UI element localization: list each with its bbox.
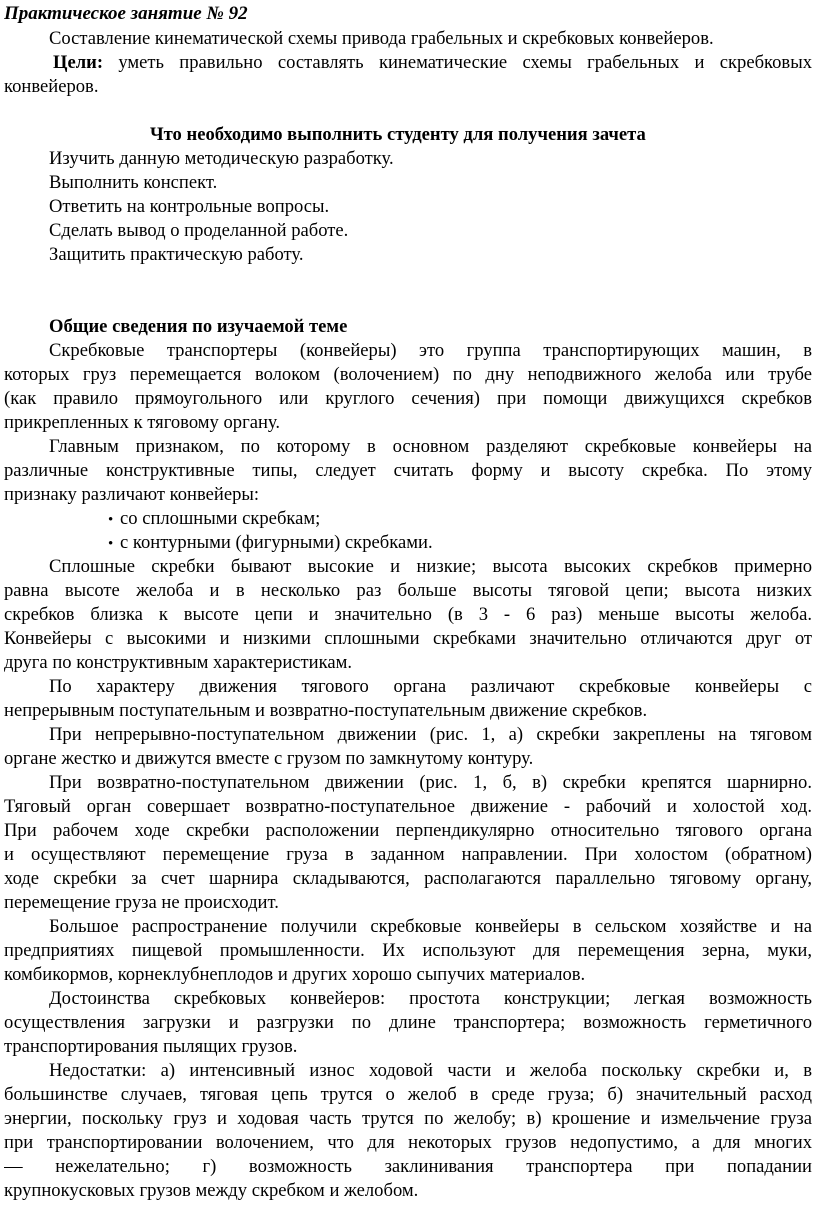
text-line: транспортирования пылящих грузов. — [4, 1036, 298, 1057]
text-line: Скребковые транспортеры (конвейеры) это группа транспортирующих машин, в — [49, 340, 812, 361]
task-item: Защитить практическую работу. — [49, 244, 304, 265]
bullet-item — [108, 531, 816, 556]
tasks-heading: Что необходимо выполнить студенту для получения зачета — [150, 124, 646, 145]
text-line: признаку различают конвейеры: — [4, 484, 260, 505]
text-line: ходе скребки за счет шарнира складываются, располагаются параллельно тяговому органу, — [4, 868, 812, 889]
text-line: При рабочем ходе скребки расположении перпендикулярно относительно тягового органа — [4, 820, 812, 841]
bullet-item — [108, 507, 816, 532]
text-line: Сплошные скребки бывают высокие и низкие; высота высоких скребков примерно — [49, 556, 812, 577]
goal-label: Цели: — [53, 52, 104, 73]
task-item: Сделать вывод о проделанной работе. — [49, 220, 349, 241]
text-line: крупнокусковых грузов между скребком и желобом. — [4, 1180, 419, 1201]
text-line: различные конструктивные типы, следует считать форму и высоту скребка. По этому — [4, 460, 812, 481]
text-line: прикрепленных к тяговому органу. — [4, 412, 280, 433]
goal-line — [4, 51, 812, 75]
task-item: Ответить на контрольные вопросы. — [49, 196, 330, 217]
text-line: комбикормов, корнеклубнеплодов и других хорошо сыпучих материалов. — [4, 964, 586, 985]
text-line: По характеру движения тягового органа различают скребковые конвейеры с — [49, 676, 812, 697]
task-item: Выполнить конспект. — [49, 172, 218, 193]
text-line: друга по конструктивным характеристикам. — [4, 652, 353, 673]
text-line: энергии, поскольку груз и ходовая часть трутся по желобу; в) крошение и измельчение груза — [4, 1108, 812, 1129]
text-line: осуществления загрузки и разгрузки по длине транспортера; возможность герметичного — [4, 1012, 812, 1033]
bullet-text: со сплошными скребкам; — [120, 508, 321, 529]
text-line: и осуществляют перемещение груза в заданном направлении. При холостом (обратном) — [4, 844, 812, 865]
text-line: при транспортировании волочением, что для некоторых грузов недопустимо, а для многих — [4, 1132, 812, 1153]
text-line: (как правило прямоугольного или круглого сечения) при помощи движущихся скребков — [4, 388, 812, 409]
info-heading: Общие сведения по изучаемой теме — [49, 316, 348, 337]
text-line: — нежелательно; г) возможность заклинивания транспортера при попадании — [4, 1156, 812, 1177]
text-line: предприятиях пищевой промышленности. Их используют для перемещения зерна, муки, — [4, 940, 812, 961]
goal-text: уметь правильно составлять кинематические схемы грабельных и скребковых — [103, 52, 812, 73]
text-line: Достоинства скребковых конвейеров: простота конструкции; легкая возможность — [49, 988, 812, 1009]
text-line: большинстве случаев, тяговая цепь трутся о желоб в среде груза; б) значительный расход — [4, 1084, 812, 1105]
task-item: Изучить данную методическую разработку. — [49, 148, 394, 169]
text-line: Большое распространение получили скребковые конвейеры в сельском хозяйстве и на — [49, 916, 812, 937]
text-line: скребков близка к высоте цепи и значительно (в 3 - 6 раз) меньше высоты желоба. — [4, 604, 812, 625]
text-line: Конвейеры с высокими и низкими сплошными скребками значительно отличаются друг от — [4, 628, 812, 649]
bullet-dot-icon: • — [108, 512, 114, 528]
text-line: равна высоте желоба и в несколько раз больше высоты тяговой цепи; высота низких — [4, 580, 812, 601]
page-title: Практическое занятие № 92 — [4, 3, 248, 24]
goal-text-cont: конвейеров. — [4, 76, 99, 97]
text-line: Главным признаком, по которому в основном разделяют скребковые конвейеры на — [49, 436, 812, 457]
text-line: Тяговый орган совершает возвратно-поступательное движение - рабочий и холостой ход. — [4, 796, 812, 817]
text-line: При возвратно-поступательном движении (рис. 1, б, в) скребки крепятся шарнирно. — [49, 772, 812, 793]
bullet-dot-icon: • — [108, 536, 114, 552]
text-line: которых груз перемещается волоком (волочением) по дну неподвижного желоба или трубе — [4, 364, 812, 385]
text-line: перемещение груза не происходит. — [4, 892, 279, 913]
bullet-text: с контурными (фигурными) скребками. — [120, 532, 433, 553]
text-line: При непрерывно-поступательном движении (рис. 1, а) скребки закреплены на тяговом — [49, 724, 812, 745]
subject-line: Составление кинематической схемы привода грабельных и скребковых конвейеров. — [49, 28, 714, 49]
text-line: непрерывным поступательным и возвратно-поступательным движение скребков. — [4, 700, 648, 721]
text-line: органе жестко и движутся вместе с грузом по замкнутому контуру. — [4, 748, 534, 769]
text-line: Недостатки: а) интенсивный износ ходовой части и желоба поскольку скребки и, в — [49, 1060, 812, 1081]
